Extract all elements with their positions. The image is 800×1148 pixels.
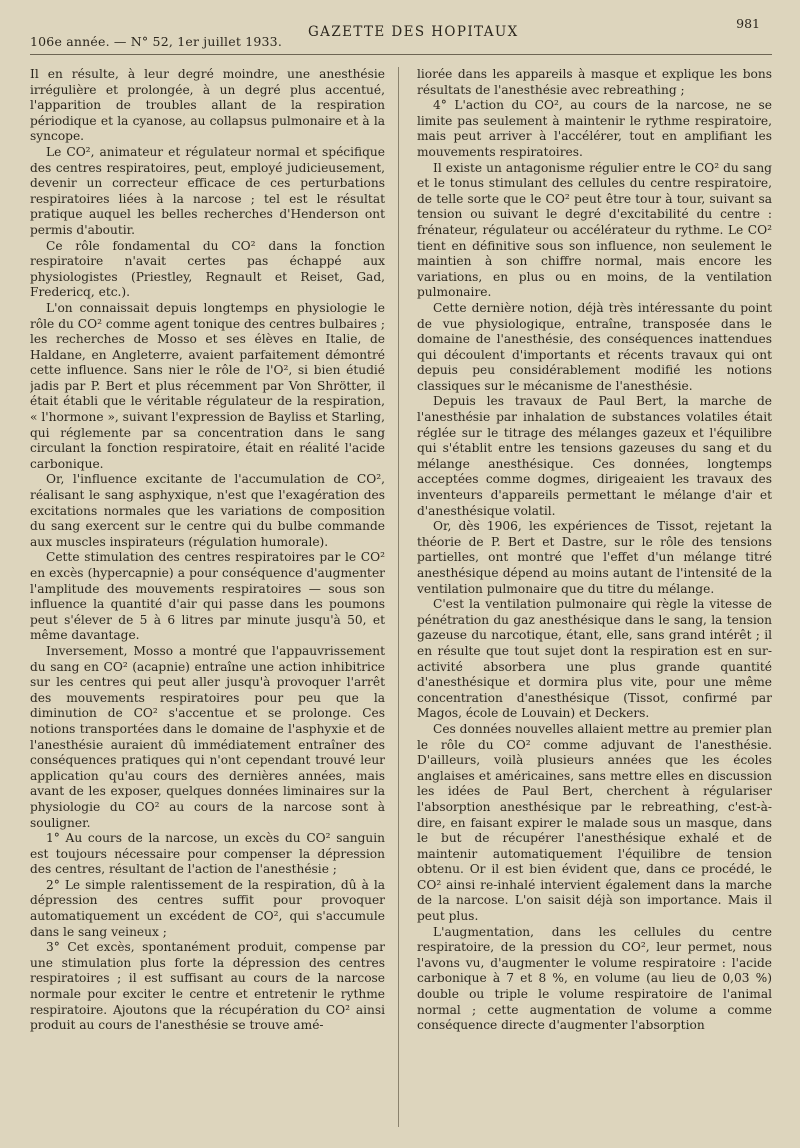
- column-divider: [398, 67, 399, 1127]
- paragraph: Inversement, Mosso a montré que l'appauvrissement du sang en CO² (acapnie) entraîne une action inhibitrice sur les centres qui peut aller jusqu'à provoquer l'arrêt des mouvements respiratoires pour peu que la diminution de CO² s'accentue et se prolonge. Ces notions transportées dans le domaine de l'asphyxie et de l'anesthésie auraient dû immédiatement entraîner des conséquences pratiques qui n'ont cependant trouvé leur application qu'au cours des dernières années, mais avant de les exposer, quelques données liminaires sur la physiologie du CO² au cours de la narcose sont à souligner.: [30, 643, 385, 830]
- paragraph: Le CO², animateur et régulateur normal et spécifique des centres respiratoires, peut, employé judicieusement, devenir un correcteur efficace de ces perturbations respiratoires liées à la narcose ; tel est le résultat pratique auquel les belles recherches d'Henderson ont permis d'aboutir.: [30, 144, 385, 237]
- paragraph: liorée dans les appareils à masque et explique les bons résultats de l'anesthésie avec rebreathing ;: [417, 67, 772, 97]
- paragraph: 1° Au cours de la narcose, un excès du CO² sanguin est toujours nécessaire pour compenser la dépression des centres, résultant de l'action de l'anesthésie ;: [30, 831, 385, 877]
- paragraph: C'est la ventilation pulmonaire qui règle la vitesse de pénétration du gaz anesthésique dans le sang, la tension gazeuse du narcotique, étant, elle, sans grand intérêt ; il en résulte que tout sujet dont la respiration est en sur-activité absorbera une plus grande quantité d'anesthésique et dormira plus vite, pour une même concentration d'anesthésique (Tissot, confirmé par Magos, école de Louvain) et Deckers.: [417, 597, 772, 721]
- paragraph: Cette stimulation des centres respiratoires par le CO² en excès (hypercapnie) a pour conséquence d'augmenter l'amplitude des mouvements respiratoires — sous son influence la quantité d'air qui passe dans les poumons peut s'élever de 5 à 6 litres par minute jusqu'à 50, et même davantage.: [30, 550, 385, 643]
- paragraph: 2° Le simple ralentissement de la respiration, dû à la dépression des centres suffit pour provoquer automatiquement un excédent de CO², qui s'accumule dans le sang veineux ;: [30, 877, 385, 939]
- paragraph: L'on connaissait depuis longtemps en physiologie le rôle du CO² comme agent tonique des centres bulbaires ; les recherches de Mosso et ses élèves en Italie, de Haldane, en Angleterre, avaient parfaitement démontré cette influence. Sans nier le rôle de l'O², si bien étudié jadis par P. Bert et plus récemment par Von Shrötter, il était établi que le véritable régulateur de la respiration, « l'hormone », suivant l'expression de Bayliss et Starling, qui réglemente par sa concentration dans le sang circulant la fonction respiratoire, était en réalité l'acide carbonique.: [30, 300, 385, 471]
- left-column: [30, 67, 385, 1127]
- paragraph: Depuis les travaux de Paul Bert, la marche de l'anesthésie par inhalation de substances volatiles était réglée sur le titrage des mélanges gazeux et l'équilibre qui s'établit entre les tensions gazeuses du sang et du mélange anesthésique. Ces données, longtemps acceptées comme dogmes, dirigeaient les travaux des inventeurs d'appareils permettant le mélange d'air et d'anesthésique volatil.: [417, 394, 772, 518]
- paragraph: Ce rôle fondamental du CO² dans la fonction respiratoire n'avait certes pas échappé aux physiologistes (Priestley, Regnault et Reiset, Gad, Fredericq, etc.).: [30, 238, 385, 300]
- paragraph: 3° Cet excès, spontanément produit, compense par une stimulation plus forte la dépression des centres respiratoires ; il est suffisant au cours de la narcose normale pour exciter le centre et entretenir le rythme respiratoire. Ajoutons que la récupération du CO² ainsi produit au cours de l'anesthésie se trouve amé-: [30, 940, 385, 1033]
- paragraph: Or, dès 1906, les expériences de Tissot, rejetant la théorie de P. Bert et Dastre, sur le rôle des tensions partielles, ont montré que l'effet d'un mélange titré anesthésique dépend au moins autant de l'intensité de la ventilation pulmonaire que du titre du mélange.: [417, 519, 772, 596]
- page-header: [30, 10, 772, 55]
- paragraph: 4° L'action du CO², au cours de la narcose, ne se limite pas seulement à maintenir le rythme respiratoire, mais peut arriver à l'accélérer, tout en amplifiant les mouvements respiratoires.: [417, 98, 772, 159]
- article-body: [30, 67, 772, 1127]
- paragraph: Or, l'influence excitante de l'accumulation de CO², réalisant le sang asphyxique, n'est que l'exagération des excitations normales que les variations de composition du sang exercent sur le centre qui du bulbe commande aux muscles inspirateurs (régulation humorale).: [30, 472, 385, 549]
- journal-title: GAZETTE DES HOPITAUX: [308, 24, 519, 40]
- right-column: [417, 67, 772, 1127]
- paragraph: Cette dernière notion, déjà très intéressante du point de vue physiologique, entraîne, transposée dans le domaine de l'anesthésie, des conséquences inattendues qui découlent d'importants et récents travaux qui ont depuis peu considérablement modifié les notions classiques sur le mécanisme de l'anesthésie.: [417, 300, 772, 393]
- paragraph: L'augmentation, dans les cellules du centre respiratoire, de la pression du CO², leur permet, nous l'avons vu, d'augmenter le volume respiratoire : l'acide carbonique à 7 et 8 %, en volume (au lieu de 0,03 %) double ou triple le volume respiratoire de l'animal normal ; cette augmentation de volume a comme conséquence directe d'augmenter l'absorption: [417, 924, 772, 1033]
- page-number: 981: [736, 16, 760, 31]
- issue-line: 106e année. — N° 52, 1er juillet 1933.: [30, 34, 283, 49]
- paragraph: Il en résulte, à leur degré moindre, une anesthésie irrégulière et prolongée, à un degré plus accentué, l'apparition de troubles allant de la respiration périodique et la cyanose, au collapsus pulmonaire et à la syncope.: [30, 67, 385, 144]
- paragraph: Il existe un antagonisme régulier entre le CO² du sang et le tonus stimulant des cellules du centre respiratoire, de telle sorte que le CO² peut être tour à tour, suivant sa tension ou suivant le degré d'excitabilité du centre : frénateur, régulateur ou accélérateur du rythme. Le CO² tient en définitive sous son influence, non seulement le maintien à son chiffre normal, mais encore les variations, en plus ou en moins, de la ventilation pulmonaire.: [417, 160, 772, 300]
- paragraph: Ces données nouvelles allaient mettre au premier plan le rôle du CO² comme adjuvant de l'anesthésie. D'ailleurs, voilà plusieurs années que les écoles anglaises et américaines, sans mettre elles en discussion les idées de Paul Bert, cherchent à régulariser l'absorption anesthésique par le rebreathing, c'est-à-dire, en faisant expirer le malade sous un masque, dans le but de récupérer l'anesthésique exhalé et de maintenir automatiquement l'équilibre de tension obtenu. Or il est bien évident que, dans ce procédé, le CO² ainsi re-inhalé intervient également dans la marche de la narcose. L'on saisit déjà son importance. Mais il peut plus.: [417, 721, 772, 924]
